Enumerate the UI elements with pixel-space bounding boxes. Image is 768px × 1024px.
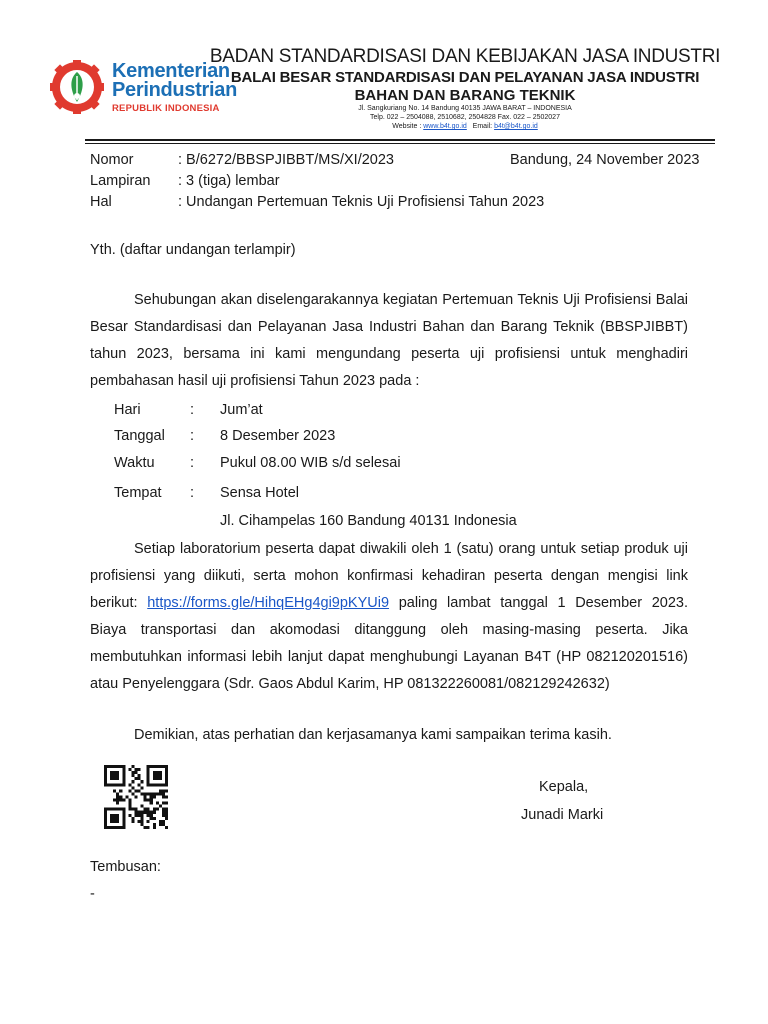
agency-name: BADAN STANDARDISASI DAN KEBIJAKAN JASA INDUSTRI <box>209 46 721 67</box>
kemenperin-logo <box>48 58 106 116</box>
detail-label-hari: Hari <box>114 402 141 418</box>
detail-value-waktu: Pukul 08.00 WIB s/d selesai <box>220 455 401 471</box>
letterhead-rule-thick <box>85 139 715 141</box>
qr-code <box>104 765 168 829</box>
signatory-name: Junadi Marki <box>521 807 604 823</box>
lampiran-value: : 3 (tiga) lembar <box>178 173 280 189</box>
nomor-value: : B/6272/BBSPJIBBT/MS/XI/2023 <box>178 152 394 168</box>
logo-line1: Kementerian <box>112 60 230 82</box>
office-address: Jl. Sangkuriang No. 14 Bandung 40135 JAWA BARAT – INDONESIA <box>358 105 572 112</box>
detail-sep-tanggal: : <box>190 428 195 444</box>
cc-label: Tembusan: <box>90 859 161 875</box>
place-date: Bandung, 24 November 2023 <box>510 152 700 168</box>
detail-value-tempat: Sensa Hotel <box>220 485 299 501</box>
closing-sentence: Demikian, atas perhatian dan kerjasamanya kami sampaikan terima kasih. <box>134 727 612 743</box>
logo-line2: Perindustrian <box>112 79 238 101</box>
detail-value-tanggal: 8 Desember 2023 <box>220 428 336 444</box>
website-label: Website : <box>392 123 422 130</box>
office-phone: Telp. 022 – 2504088, 2510682, 2504828 Fax. 022 – 2502027 <box>370 114 560 121</box>
detail-sep-waktu: : <box>190 455 195 471</box>
intro-text: Sehubungan akan diselengarakannya kegiatan Pertemuan Teknis Uji Profisiensi Balai Besar Standardisasi dan Pelayanan Jasa Industri Bahan dan Barang Teknik (BBSPJIBBT) tahun 2023, bersama ini kami mengundang peserta uji profisiensi untuk menghadiri pembahasan hasil uji profisiensi Tahun 2023 pada : <box>90 292 688 389</box>
registration-text-1: Setiap laboratorium peserta dapat diwakili oleh 1 (satu) orang untuk setiap produk uji profisiensi yang diikuti, serta mohon konfirmasi kehadiran peserta dengan mengisi link berikut: <box>90 541 688 611</box>
detail-sep-tempat: : <box>190 485 195 501</box>
office-name-line1: BALAI BESAR STANDARDISASI DAN PELAYANAN JASA INDUSTRI <box>230 69 700 86</box>
signatory-title: Kepala, <box>539 779 589 795</box>
registration-paragraph <box>90 536 688 698</box>
hal-value: : Undangan Pertemuan Teknis Uji Profisiensi Tahun 2023 <box>178 194 545 210</box>
detail-label-waktu: Waktu <box>114 455 155 471</box>
logo-subtitle: REPUBLIK INDONESIA <box>112 103 220 114</box>
intro-paragraph <box>90 287 688 395</box>
nomor-label: Nomor <box>90 152 134 168</box>
detail-sep-hari: : <box>190 402 195 418</box>
registration-text-2: paling lambat tanggal 1 Desember 2023. Biaya transportasi dan akomodasi ditanggung oleh masing-masing peserta. Jika membutuhkan informasi lebih lanjut dapat menghubungi Layanan B4T (HP 082120201516) atau Penyelenggara (Sdr. Gaos Abdul Karim, HP 081322260081/082129242632) <box>90 595 689 692</box>
website-link[interactable]: www.b4t.go.id <box>423 123 467 130</box>
venue-address: Jl. Cihampelas 160 Bandung 40131 Indonesia <box>220 513 517 529</box>
detail-label-tempat: Tempat <box>114 485 162 501</box>
office-name-line2: BAHAN DAN BARANG TEKNIK <box>354 87 576 104</box>
office-contact <box>205 122 725 131</box>
registration-form-link[interactable]: https://forms.gle/HihqEHg4gi9pKYUi9 <box>147 595 390 611</box>
letterhead-rule-thin <box>85 143 715 144</box>
detail-label-tanggal: Tanggal <box>114 428 165 444</box>
recipient: Yth. (daftar undangan terlampir) <box>90 242 296 258</box>
email-label: Email: <box>472 123 493 130</box>
detail-value-hari: Jum’at <box>220 402 263 418</box>
email-link[interactable]: b4t@b4t.go.id <box>494 123 538 130</box>
cc-item: - <box>90 886 95 902</box>
hal-label: Hal <box>90 194 112 210</box>
lampiran-label: Lampiran <box>90 173 151 189</box>
